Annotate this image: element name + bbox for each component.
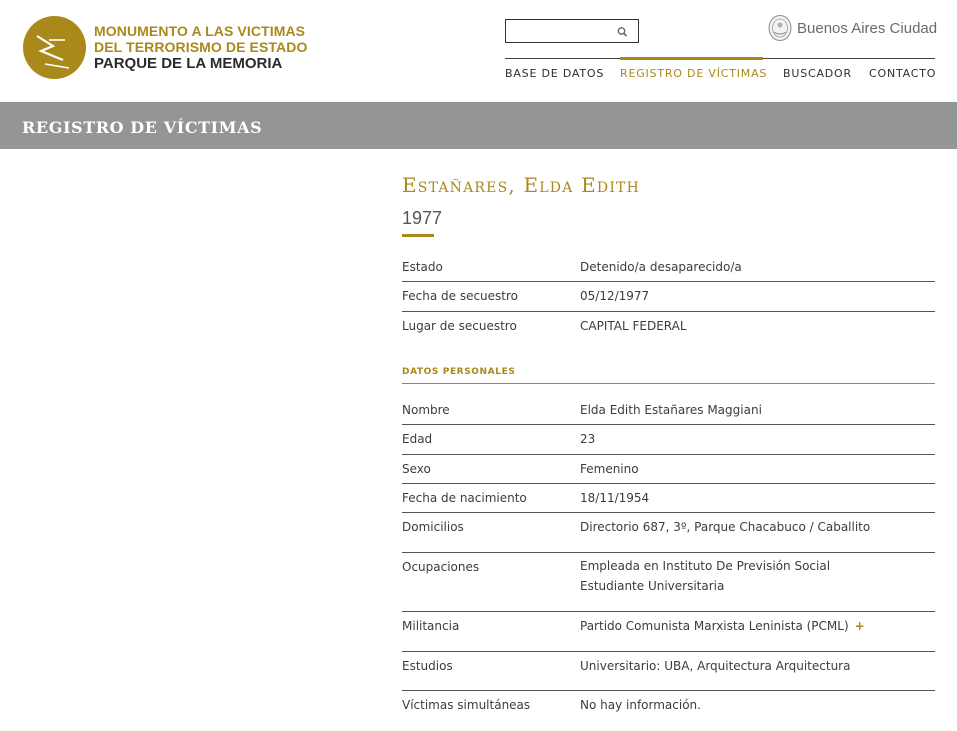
nav-active-indicator (620, 57, 763, 60)
victim-year: 1977 (402, 208, 443, 228)
row-divider (402, 483, 935, 484)
field-value-fecha-nacimiento: 18/11/1954 (580, 491, 650, 505)
field-value-estudios: Universitario: UBA, Arquitectura Arquitectura (580, 659, 851, 673)
occupation-item: Estudiante Universitaria (580, 579, 725, 593)
field-label-militancia: Militancia (402, 619, 460, 633)
city-brand-link[interactable] (768, 14, 937, 42)
search-icon[interactable] (616, 24, 630, 38)
logo-line-2: DEL TERRORISMO DE ESTADO (94, 39, 308, 55)
nav-contacto[interactable]: CONTACTO (869, 67, 937, 80)
occupation-item: Empleada en Instituto De Previsión Social (580, 559, 831, 573)
field-value-sexo: Femenino (580, 462, 639, 476)
nav-base-de-datos[interactable]: BASE DE DATOS (505, 67, 605, 80)
expand-plus-icon[interactable]: + (854, 619, 865, 633)
victim-name: Estañares, Elda Edith (402, 173, 640, 197)
field-label-nombre: Nombre (402, 403, 450, 417)
field-label-ocupaciones: Ocupaciones (402, 560, 480, 574)
site-logo[interactable] (23, 16, 307, 79)
field-label-estado: Estado (402, 260, 443, 274)
logo-text (94, 23, 307, 72)
field-value-domicilios: Directorio 687, 3º, Parque Chacabuco / Caballito (580, 520, 871, 534)
row-divider (402, 454, 935, 455)
field-value-edad: 23 (580, 432, 596, 446)
field-label-victimas-simultaneas: Víctimas simultáneas (402, 698, 531, 712)
row-divider (402, 611, 935, 612)
field-value-fecha-secuestro: 05/12/1977 (580, 289, 650, 303)
row-divider (402, 424, 935, 425)
field-label-fecha-secuestro: Fecha de secuestro (402, 289, 519, 303)
search-box (505, 19, 639, 43)
field-label-sexo: Sexo (402, 462, 431, 476)
city-brand-label: Buenos Aires Ciudad (797, 19, 938, 37)
row-divider (402, 651, 935, 652)
row-divider (402, 552, 935, 553)
logo-line-1: MONUMENTO A LAS VICTIMAS (94, 23, 306, 39)
field-label-fecha-nacimiento: Fecha de nacimiento (402, 491, 527, 505)
logo-line-3: PARQUE DE LA MEMORIA (94, 55, 283, 72)
field-label-lugar-secuestro: Lugar de secuestro (402, 319, 517, 333)
row-divider (402, 512, 935, 513)
field-value-estado: Detenido/a desaparecido/a (580, 260, 742, 274)
search-input[interactable] (506, 21, 614, 43)
memorial-logo-icon (23, 16, 86, 79)
field-value-militancia (580, 619, 865, 633)
row-divider (402, 311, 935, 312)
field-value-victimas-simultaneas: No hay información. (580, 698, 701, 712)
year-underline (402, 234, 434, 237)
section-title-datos-personales: DATOS PERSONALES (402, 367, 516, 377)
banner-title: REGISTRO DE VÍCTIMAS (22, 118, 263, 137)
city-seal-icon (768, 14, 792, 42)
field-value-ocupaciones (580, 556, 830, 596)
militancia-text: Partido Comunista Marxista Leninista (PCML) (580, 619, 849, 633)
section-divider (402, 383, 935, 384)
field-label-edad: Edad (402, 432, 433, 446)
field-value-lugar-secuestro: CAPITAL FEDERAL (580, 319, 687, 333)
field-label-estudios: Estudios (402, 659, 453, 673)
nav-registro-de-victimas[interactable]: REGISTRO DE VÍCTIMAS (620, 67, 768, 80)
section-banner (0, 102, 957, 149)
row-divider (402, 281, 935, 282)
nav-buscador[interactable]: BUSCADOR (783, 67, 852, 80)
row-divider (402, 690, 935, 691)
field-value-nombre: Elda Edith Estañares Maggiani (580, 403, 762, 417)
field-label-domicilios: Domicilios (402, 520, 464, 534)
